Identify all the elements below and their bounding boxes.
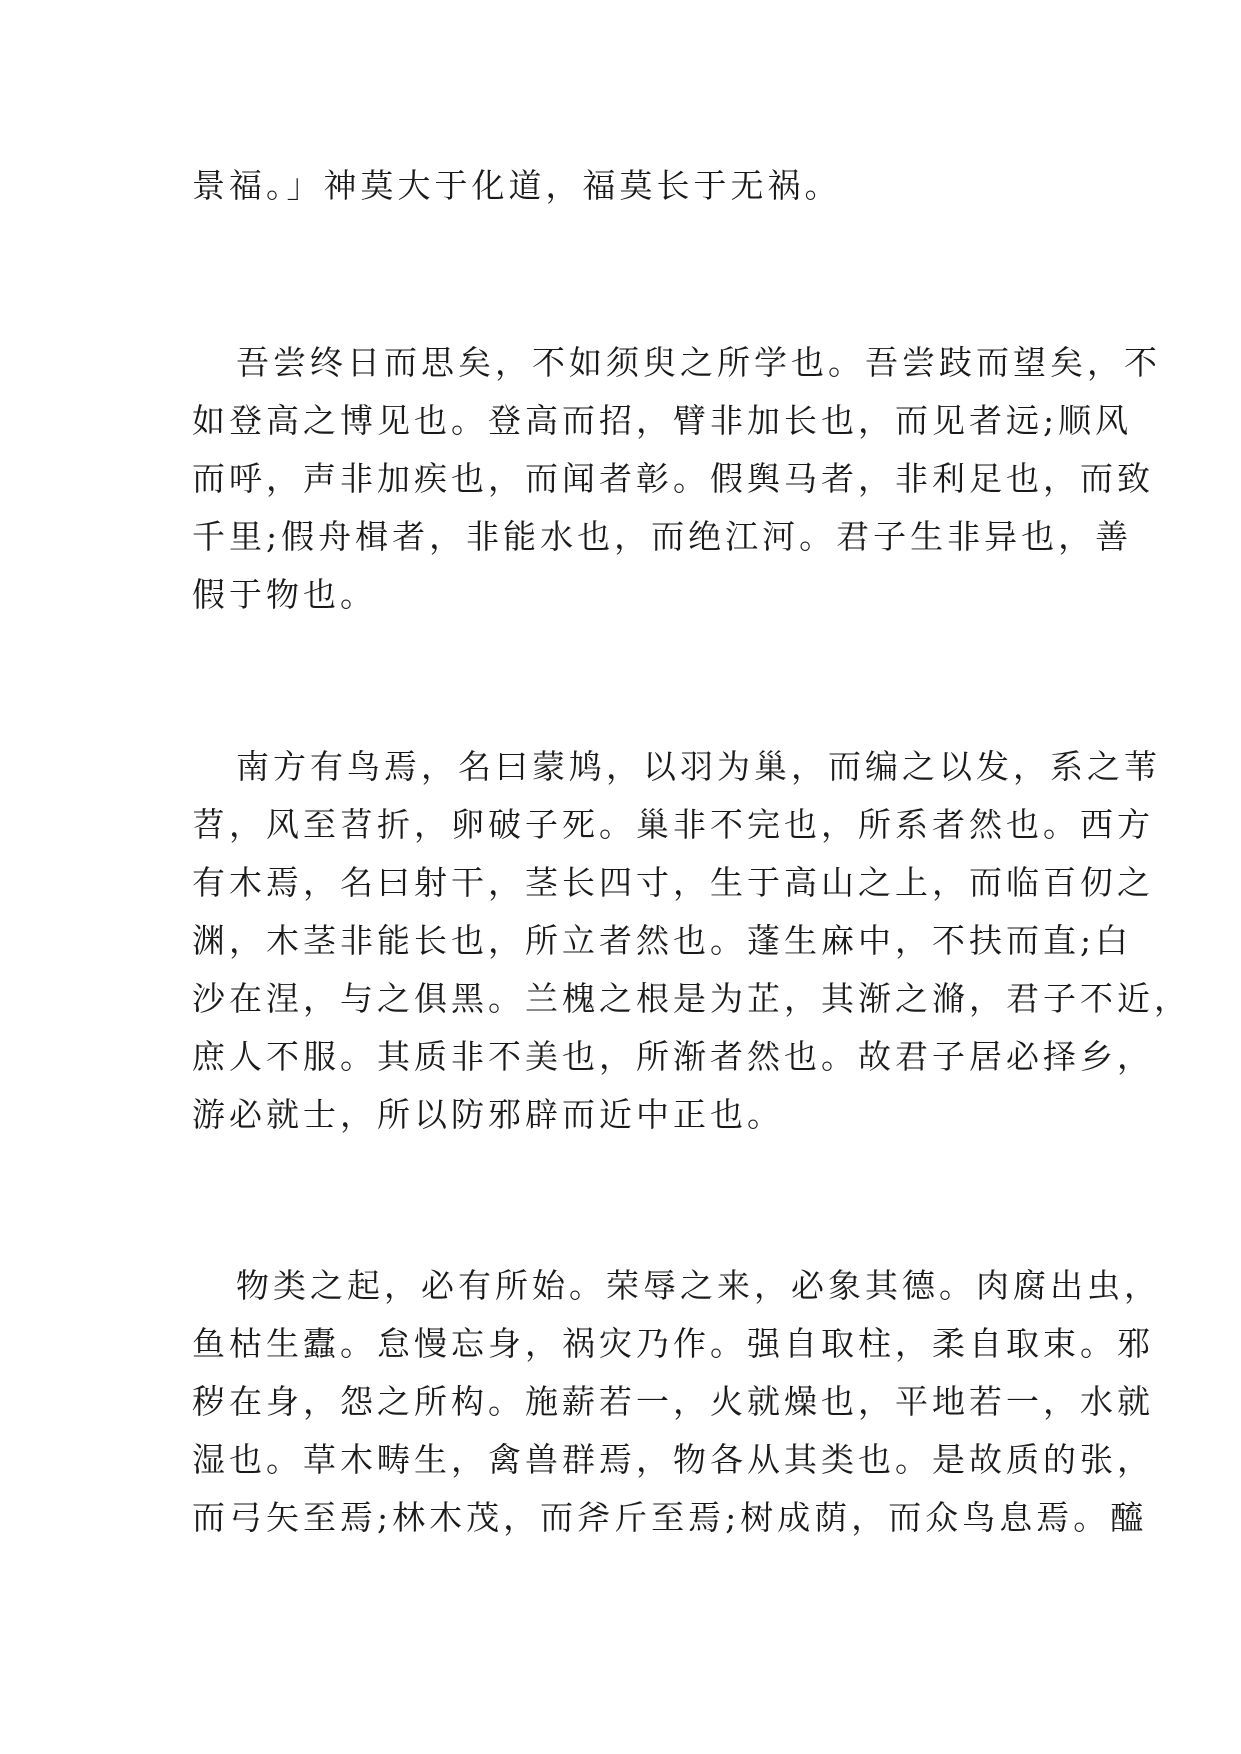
text-line: 而弓矢至焉;林木茂，而斧斤至焉;树成荫，而众鸟息焉。醯 [192,1498,1148,1537]
text-line: 庶人不服。其质非不美也，所渐者然也。故君子居必择乡， [192,1037,1154,1076]
text-line: 千里;假舟楫者，非能水也，而绝江河。君子生非异也，善 [192,517,1133,556]
text-line: 而呼，声非加疾也，而闻者彰。假舆马者，非利足也，而致 [192,459,1154,498]
text-line: 湿也。草木畴生，禽兽群焉，物各从其类也。是故质的张， [192,1440,1154,1479]
text-line: 渊，木茎非能长也，所立者然也。蓬生麻中，不扶而直;白 [192,921,1133,960]
text-line: 沙在涅，与之俱黑。兰槐之根是为芷，其渐之滫，君子不近， [192,979,1191,1018]
text-line: 有木焉，名曰射干，茎长四寸，生于高山之上，而临百仞之 [192,863,1154,902]
paragraph-2 [192,334,1161,624]
paragraph-4 [192,1257,1161,1547]
text-line: 秽在身，怨之所构。施薪若一，火就燥也，平地若一，水就 [192,1382,1154,1421]
text-line: 景福。」神莫大于化道，福莫长于无祸。 [192,166,842,205]
paragraph-3 [192,738,1191,1144]
text-line: 鱼枯生蠹。怠慢忘身，祸灾乃作。强自取柱，柔自取束。邪 [192,1324,1154,1363]
text-line: 游必就士，所以防邪辟而近中正也。 [192,1095,784,1134]
text-line: 物类之起，必有所始。荣辱之来，必象其德。肉腐出虫， [236,1266,1161,1305]
text-line: 如登高之博见也。登高而招，臂非加长也，而见者远;顺风 [192,401,1133,440]
text-line: 苕，风至苕折，卵破子死。巢非不完也，所系者然也。西方 [192,805,1154,844]
text-line: 吾尝终日而思矣，不如须臾之所学也。吾尝跂而望矣，不 [236,343,1161,382]
text-line: 南方有鸟焉，名曰蒙鸠，以羽为巢，而编之以发，系之苇 [236,747,1161,786]
paragraph-1 [192,157,1052,215]
text-line: 假于物也。 [192,575,377,614]
